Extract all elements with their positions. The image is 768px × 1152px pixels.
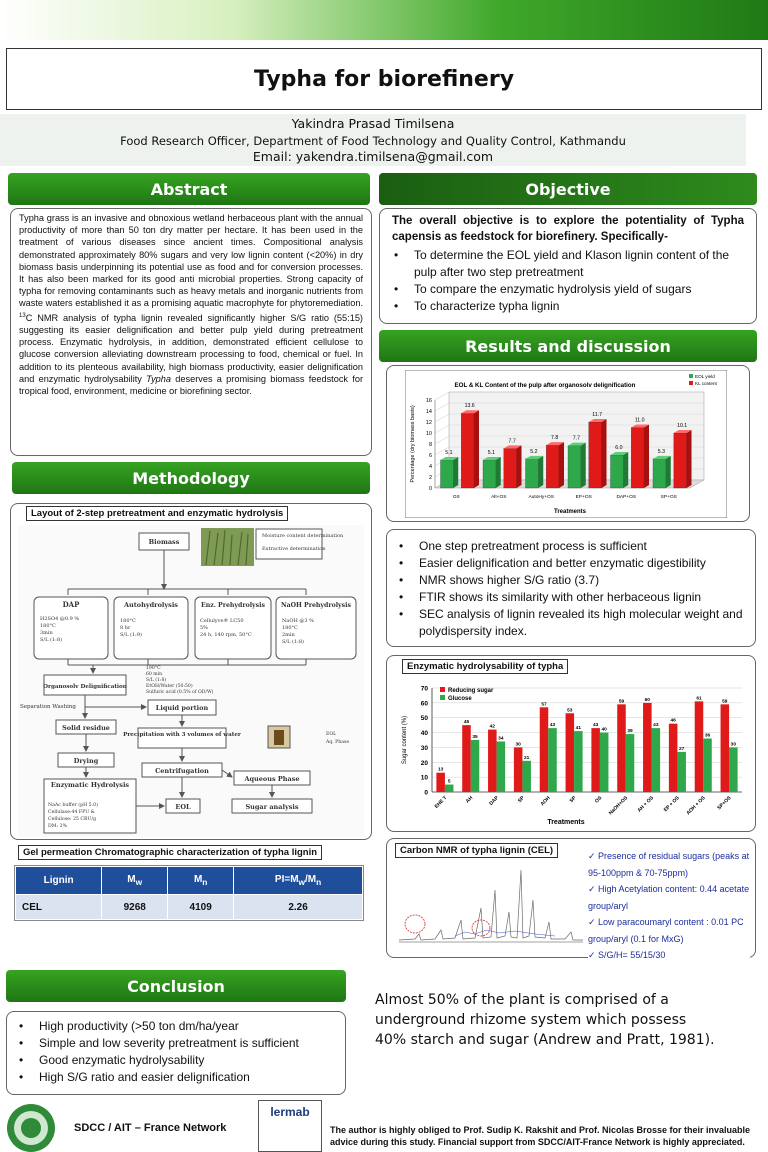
- flow-auto-cond-3: S/L (1:9): [120, 632, 142, 638]
- data-label: 5.2: [530, 448, 538, 455]
- y-tick-label: 4: [428, 464, 432, 470]
- y-tick-label: 10: [425, 431, 432, 437]
- bar: [589, 422, 602, 488]
- bar: [471, 740, 480, 792]
- data-label: 41: [575, 726, 582, 732]
- flow-separation: Separation Washing: [20, 704, 76, 710]
- legend-label: Glucose: [448, 696, 472, 702]
- bar: [729, 747, 738, 792]
- flow-enzymatic-cond-4: DM: 2%: [48, 824, 68, 829]
- author-block: [0, 114, 746, 166]
- list-item: • Good enzymatic hydrolysability: [39, 1052, 335, 1069]
- flow-auto-cond-2: 8 hr: [120, 625, 131, 631]
- data-label: 7.7: [508, 438, 516, 445]
- data-label: 57: [541, 702, 547, 708]
- x-tick-label: OS: [452, 495, 460, 500]
- bar: [526, 459, 539, 488]
- gpc-cell-mw: 9268: [102, 895, 168, 920]
- flow-enz: Enz. Prehydrolysis: [201, 602, 265, 609]
- flow-naoh-cond-2: 180°C: [282, 625, 298, 631]
- author-affiliation: Food Research Officer, Department of Food Technology and Quality Control, Kathmandu: [120, 133, 626, 148]
- bar: [445, 785, 454, 792]
- bar-side: [474, 410, 479, 488]
- y-tick-label: 10: [420, 774, 428, 782]
- data-label: 34: [498, 736, 504, 742]
- bar-side: [538, 456, 543, 488]
- pretreatment-flow-diagram: [18, 525, 364, 837]
- list-item: • Simple and low severity pretreatment is sufficient: [39, 1035, 335, 1052]
- poster-title: Typha for biorefinery: [253, 66, 515, 92]
- list-item: • High S/G ratio and easier delignification: [39, 1069, 335, 1086]
- abstract-text: [11, 209, 371, 400]
- bar: [574, 731, 583, 792]
- bar: [548, 728, 557, 792]
- abstract-superscript: 13: [19, 312, 26, 319]
- gpc-header-mn: $M_n$: [168, 867, 234, 895]
- flow-solid: Solid residue: [62, 724, 110, 732]
- data-label: 61: [696, 696, 702, 702]
- data-label: 10.1: [677, 423, 688, 429]
- list-item: • SEC analysis of lignin revealed its high molecular weight and polydispersity index.: [419, 606, 745, 640]
- title-box: [6, 48, 762, 110]
- enzymatic-chart: [398, 678, 748, 828]
- bar: [540, 707, 549, 792]
- data-label: 5.1: [445, 449, 453, 456]
- flow-eol: EOL: [175, 803, 191, 811]
- flow-enzymatic-cond-2: Cellulase:44 FPU &: [48, 810, 95, 815]
- bar: [626, 734, 635, 792]
- bar-side: [602, 419, 607, 488]
- y-axis-label: Percentage (dry biomass basis): [410, 405, 416, 483]
- list-item: • Easier delignification and better enzymatic digestibility: [419, 555, 745, 572]
- flow-auto-cond-1: 180°C: [120, 618, 136, 624]
- flow-enzymatic-cond-3: Cellulose: 25 CBU/g: [48, 817, 96, 822]
- legend-label: KL content: [695, 381, 717, 386]
- flow-dap-cond-4: S/L (1:8): [40, 637, 62, 643]
- bar-side: [687, 430, 692, 488]
- y-tick-label: 40: [420, 730, 428, 738]
- conclusion-heading-text: Conclusion: [127, 976, 225, 996]
- lermab-logo-text: lermab: [270, 1105, 310, 1119]
- abstract-panel: [10, 208, 372, 456]
- bar: [522, 761, 531, 792]
- conclusion-panel: [6, 1011, 346, 1095]
- data-label: 30: [515, 742, 521, 748]
- x-tick-label: EP + OS: [662, 795, 681, 814]
- nmr-points: [588, 848, 750, 964]
- data-label: 43: [549, 723, 556, 729]
- data-label: 45: [463, 720, 470, 726]
- bar-side: [559, 442, 564, 488]
- flow-aqueous: Aqueous Phase: [244, 775, 300, 783]
- results-heading: [379, 330, 757, 362]
- x-tick-label: SP: [568, 795, 578, 805]
- abstract-heading-text: Abstract: [150, 179, 228, 199]
- sdcc-logo: [4, 1100, 58, 1152]
- list-item: • NMR shows higher S/G ratio (3.7): [419, 572, 745, 589]
- y-tick-label: 30: [420, 744, 428, 752]
- flow-dap-cond-1: H2SO4 @0.9 %: [40, 616, 80, 622]
- methodology-heading-text: Methodology: [132, 468, 250, 488]
- list-item: ✓ High Acetylation content: 0.44 acetate group/aryl: [588, 881, 750, 914]
- bar: [488, 730, 497, 792]
- flow-enz-cond-1: Cellulyve® LC50: [200, 618, 244, 624]
- list-item: • High productivity (>50 ton dm/ha/year: [39, 1018, 335, 1035]
- flow-enzymatic-cond-1: NaAc buffer (pH 5.0): [48, 803, 98, 808]
- layout-label: Layout of 2-step pretreatment and enzymatic hydrolysis: [26, 506, 288, 521]
- methodology-heading: [12, 462, 370, 494]
- list-item: • One step pretreatment process is sufficient: [419, 538, 745, 555]
- y-tick-label: 2: [428, 475, 432, 481]
- objective-heading: [379, 173, 757, 205]
- flow-organo-cond-4: EtOH/Water (50:50): [146, 684, 193, 689]
- flow-dap: DAP: [62, 600, 80, 609]
- data-label: 5.1: [487, 449, 495, 456]
- flow-auto: Autohydrolysis: [124, 601, 178, 609]
- y-tick-label: 0: [424, 789, 428, 797]
- data-label: 35: [472, 735, 478, 740]
- abstract-text-part2: C NMR analysis of typha lignin revealed significantly higher S/G ratio (55:15) suggesting its easier delignification and better pulp yield during pretreatment process. Enzymatic hydrolysis, in addition, demonstrated efficient cellulose to glucose conversion alleviating downstream processing to food, chemical or fuel. In addition to its plenteous availability, high biomass productivity, easier delignification and enzymatic hydrolysability: [19, 312, 363, 384]
- flow-enzymatic: Enzymatic Hydrolysis: [50, 781, 130, 789]
- data-label: 59: [722, 699, 728, 705]
- data-label: 5: [447, 779, 451, 785]
- data-label: 11.7: [592, 412, 602, 418]
- flow-precip: Precipitation with 3 volumes of water: [123, 732, 241, 738]
- x-tick-label: AutoHy+OS: [528, 495, 554, 500]
- top-decor-bar: [0, 0, 768, 40]
- objective-list: [380, 247, 756, 315]
- bar: [703, 739, 712, 792]
- abstract-text-part1: Typha grass is an invasive and obnoxious wetland herbaceous plant with the annual productivity of more than 50 ton dry matter per hectare. It has been used in the treatment of various diseases since ancient times. Compositional analysis demonstrated approximately 80% sugars and very low lignin content (<20%) in dry biomass basis underpinning its potential use as food and for conversion processes. It has also been marked for its good anti microbial properties. Strong capacity of typha for removing contaminants such as heavy metals and inorganic nutrients from waste waters established it as a promising aquatic macrophyte for phytoremediation.: [19, 213, 363, 309]
- y-tick-label: 60: [420, 700, 428, 708]
- bar: [566, 713, 575, 792]
- chart-title: EOL & KL Content of the pulp after organosolv delignification: [454, 382, 636, 389]
- x-tick-label: SP+OS: [716, 795, 733, 812]
- bar: [721, 704, 730, 792]
- bar: [514, 747, 523, 792]
- data-label: 7.7: [572, 435, 580, 442]
- x-tick-label: SP+OS: [660, 495, 677, 500]
- bar: [504, 448, 517, 488]
- author-email: Email: yakendra.timilsena@gmail.com: [252, 149, 494, 164]
- gpc-header-pi: $PI=M_w/M_n$: [234, 867, 363, 895]
- legend-swatch: [689, 381, 693, 385]
- bar: [695, 701, 704, 792]
- gpc-cell-mn: 4109: [168, 895, 234, 920]
- y-tick-label: 12: [425, 420, 432, 426]
- conclusion-heading: [6, 970, 346, 1002]
- x-tick-label: Alt+OS: [491, 495, 507, 500]
- bar: [497, 741, 506, 792]
- bar: [669, 724, 678, 792]
- data-label: 13.6: [464, 403, 475, 410]
- list-item: ✓ S/G/H= 55/15/30: [588, 947, 750, 964]
- nmr-label: Carbon NMR of typha lignin (CEL): [395, 843, 558, 858]
- gpc-cell-pi: 2.26: [234, 895, 363, 920]
- data-label: 30: [730, 742, 737, 748]
- y-tick-label: 8: [428, 442, 432, 448]
- x-axis-label: Treatments: [547, 819, 585, 826]
- bar: [483, 460, 496, 488]
- legend-label: EOL yield: [695, 374, 715, 379]
- x-tick-label: SP: [516, 795, 526, 805]
- x-tick-label: NaOH+OS: [607, 795, 630, 817]
- bar-side: [517, 445, 522, 488]
- list-item: • To determine the EOL yield and Klason lignin content of the pulp after two step pretreatment: [414, 247, 746, 281]
- bar: [653, 459, 666, 488]
- bar: [617, 704, 626, 792]
- bar: [674, 433, 687, 488]
- flow-dap-cond-3: 3min: [40, 630, 53, 636]
- x-axis-label: Treatments: [553, 509, 587, 515]
- data-label: 43: [653, 723, 659, 729]
- gpc-header-row: [16, 867, 363, 895]
- bar: [546, 445, 559, 488]
- network-label: SDCC / AIT – France Network: [74, 1122, 227, 1134]
- gpc-header-mw: $M_w$: [102, 867, 168, 895]
- acknowledgement: The author is highly obliged to Prof. Sudip K. Rakshit and Prof. Nicolas Brosse for their invaluable advice during this study. Financial support from SDCC/AIT-France Network is highly appreciated.: [330, 1125, 751, 1147]
- x-tick-label: EHE T: [433, 795, 449, 810]
- gpc-table: [15, 866, 363, 920]
- x-tick-label: EP+OS: [575, 495, 592, 500]
- bar: [643, 703, 652, 792]
- x-tick-label: DAP: [488, 795, 500, 807]
- data-label: 7.8: [551, 435, 559, 442]
- abstract-heading: [8, 173, 370, 205]
- enzymatic-label: Enzymatic hydrolysability of typha: [402, 659, 568, 674]
- lermab-logo: [258, 1100, 322, 1152]
- objective-lead: The overall objective is to explore the potentiality of Typha capensis as feedstock for biorefinery. Specifically-: [392, 215, 744, 243]
- list-item: ✓ Presence of residual sugars (peaks at 95-100ppm & 70-75ppm): [588, 848, 750, 881]
- bar-side: [623, 452, 628, 488]
- data-label: 5.3: [657, 448, 665, 455]
- bar: [568, 446, 581, 488]
- y-tick-label: 6: [428, 453, 432, 459]
- bar-side: [644, 425, 649, 489]
- data-label: 42: [489, 724, 495, 730]
- legend-swatch: [689, 374, 693, 378]
- data-label: 13: [437, 767, 444, 773]
- flow-liquid: Liquid portion: [155, 704, 209, 712]
- flow-drying: Drying: [73, 757, 99, 765]
- data-label: 27: [679, 746, 685, 752]
- flow-organo-cond-3: S/L (1:8): [146, 678, 167, 683]
- y-axis-label: Sugar content (%): [402, 715, 408, 765]
- data-label: 40: [601, 727, 607, 733]
- y-tick-label: 70: [420, 685, 428, 693]
- y-tick-label: 20: [420, 759, 428, 767]
- abstract-text-italic: Typha: [146, 373, 172, 384]
- data-label: 21: [524, 755, 530, 761]
- data-label: 36: [704, 733, 711, 739]
- data-label: 60: [644, 697, 650, 703]
- rhizome-note: Almost 50% of the plant is comprised of a underground rhizome system which possess 40% starch and sugar (Andrew and Pratt, 1981).: [375, 992, 715, 1048]
- flow-dap-cond-2: 180°C: [40, 623, 56, 629]
- y-tick-label: 50: [420, 715, 428, 723]
- flow-enz-cond-2: 5%: [200, 625, 208, 631]
- results-heading-text: Results and discussion: [465, 336, 671, 356]
- legend-label: Reducing sugar: [448, 688, 494, 694]
- x-tick-label: DAP+OS: [616, 495, 637, 500]
- data-label: 11.0: [634, 417, 645, 424]
- flow-aq-tag: Aq. Phase: [326, 740, 350, 745]
- bar: [436, 773, 445, 792]
- bar: [677, 752, 686, 792]
- data-label: 43: [592, 723, 599, 729]
- flow-enz-cond-3: 24 h, 140 rpm, 50°C: [200, 632, 252, 638]
- bar-side: [666, 456, 671, 488]
- flow-naoh: NaOH Prehydrolysis: [281, 602, 351, 609]
- y-tick-label: 16: [425, 398, 432, 404]
- y-tick-label: 0: [428, 486, 432, 492]
- x-tick-label: AH + OS: [636, 795, 655, 814]
- objective-heading-text: Objective: [525, 179, 611, 199]
- findings-list: [387, 538, 755, 640]
- y-tick-label: 14: [425, 409, 432, 415]
- flow-sugar: Sugar analysis: [245, 803, 299, 811]
- flow-extractive: Extractive determination: [262, 546, 326, 552]
- data-label: 59: [618, 699, 625, 705]
- objective-panel: [379, 208, 757, 324]
- x-tick-label: AOH: [539, 795, 552, 808]
- flow-naoh-cond-3: 2min: [282, 632, 295, 638]
- flow-naoh-cond-1: NaOH @3 %: [282, 618, 314, 624]
- legend-swatch: [440, 695, 445, 700]
- x-tick-label: OS: [593, 795, 604, 805]
- flow-naoh-cond-4: S/L (1:8): [282, 639, 304, 645]
- gpc-table-wrap: [14, 865, 364, 921]
- abstract-text-part3: deserves a promising biomass feedstock for tropical food, environment, medicine or biorefining sector.: [19, 373, 364, 396]
- flow-organo: Organosolv Delignification: [43, 684, 127, 690]
- data-label: 53: [567, 708, 573, 714]
- flow-biomass: Biomass: [148, 538, 180, 546]
- flow-precip-box: [138, 728, 226, 748]
- gpc-header-lignin: Lignin: [16, 867, 102, 895]
- data-label: 39: [627, 729, 633, 735]
- flow-moisture: Moisture content determination: [262, 533, 344, 539]
- flow-organo-cond-2: 60 min: [146, 672, 163, 677]
- bar: [441, 460, 454, 488]
- gpc-cell-lignin: CEL: [16, 895, 102, 920]
- findings-panel: [386, 529, 756, 647]
- bar: [652, 728, 661, 792]
- bar: [462, 725, 471, 792]
- flow-organo-cond-5: Sulfuric acid (0.5% of OD/W): [146, 690, 214, 695]
- bar: [611, 455, 624, 488]
- gpc-label: Gel permeation Chromatographic characterization of typha lignin: [18, 845, 322, 860]
- nmr-spectrum: [395, 860, 587, 950]
- x-tick-label: AH: [464, 795, 475, 805]
- bar: [461, 413, 474, 488]
- data-label: 6.0: [615, 445, 623, 451]
- legend-swatch: [440, 687, 445, 692]
- flow-organo-cond-1: 190°C: [146, 666, 161, 671]
- list-item: • FTIR shows its similarity with other herbaceous lignin: [419, 589, 745, 606]
- x-tick-label: AOH + OS: [685, 795, 707, 817]
- bar-side: [581, 443, 586, 488]
- flow-eol-tag: EOL: [326, 732, 337, 737]
- author-name: Yakindra Prasad Timilsena: [291, 116, 455, 131]
- list-item: • To compare the enzymatic hydrolysis yield of sugars: [414, 281, 746, 298]
- list-item: ✓ Low paracoumaryl content : 0.01 PC group/aryl (0.1 for MxG): [588, 914, 750, 947]
- flow-centri: Centrifugation: [155, 767, 209, 775]
- bar-side: [496, 457, 501, 488]
- bar: [600, 733, 609, 792]
- table-row: [16, 895, 363, 920]
- eol-kl-chart: [405, 370, 727, 518]
- list-item: • To characterize typha lignin: [414, 298, 746, 315]
- bar: [591, 728, 600, 792]
- conclusion-list: [7, 1018, 345, 1086]
- bar: [631, 428, 644, 489]
- data-label: 46: [670, 718, 676, 724]
- bar-side: [453, 457, 458, 488]
